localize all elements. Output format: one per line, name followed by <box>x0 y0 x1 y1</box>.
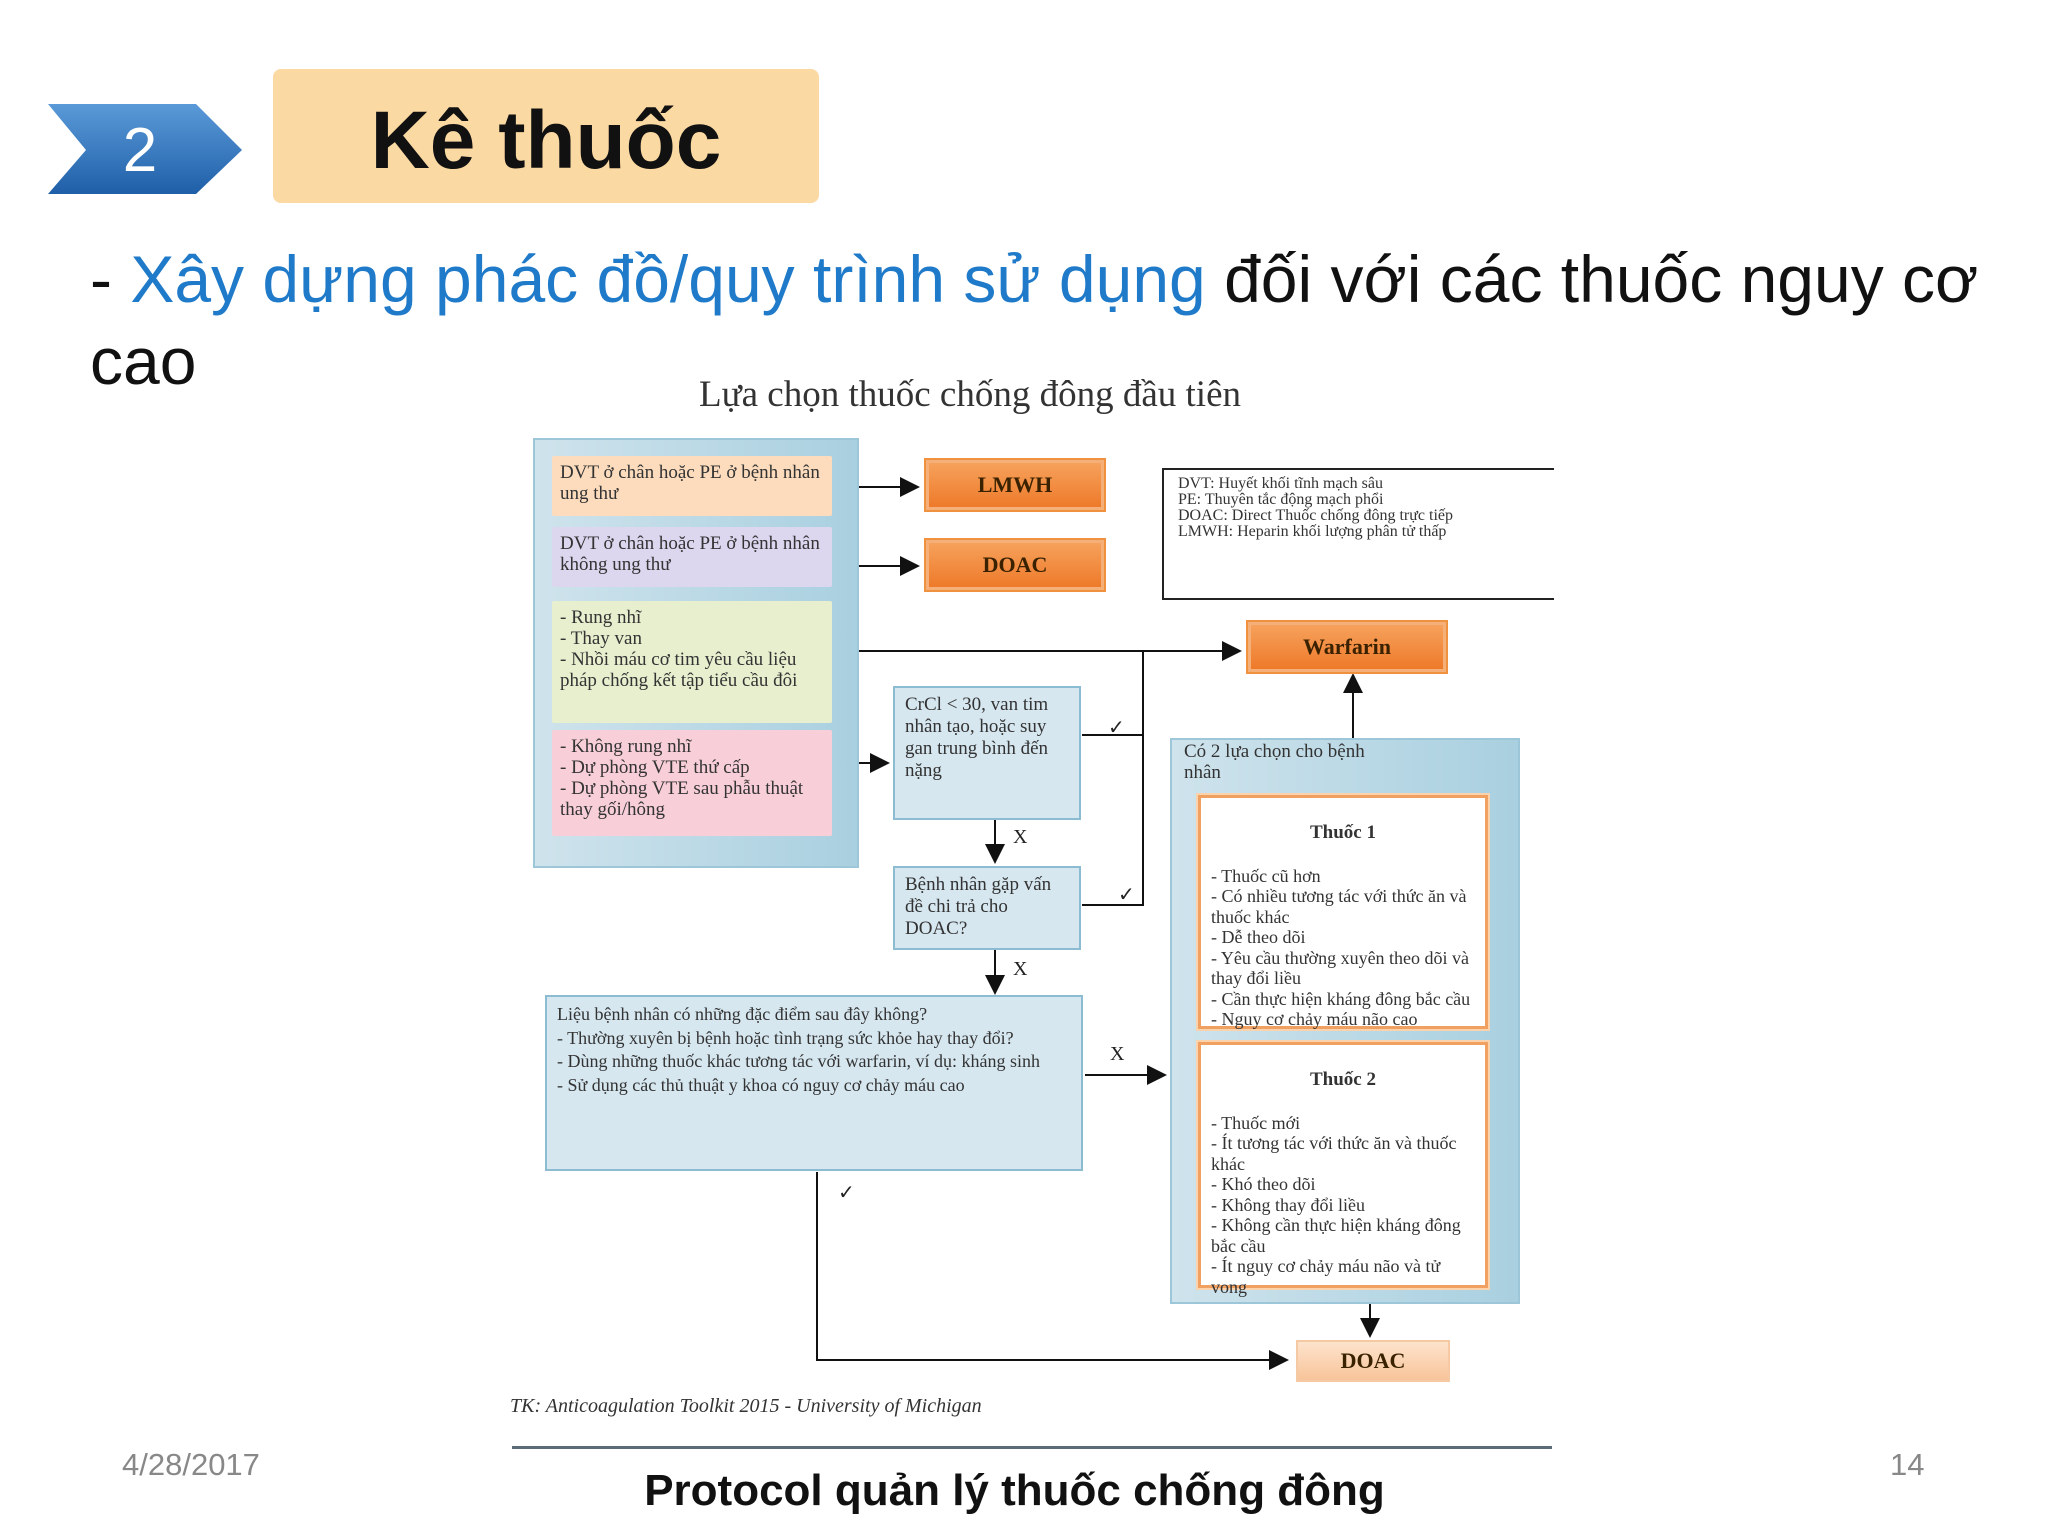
footer-title: Protocol quản lý thuốc chống đông <box>644 1466 1385 1515</box>
drug-2-body: - Thuốc mới - Ít tương tác với thức ăn và thuốc khác - Khó theo dõi - Không thay đổi liều - Không cần thực hiện kháng đông bắc cầu - Ít nguy cơ chảy máu não và tử vong <box>1211 1112 1461 1297</box>
question-crcl: CrCl < 30, van tim nhân tạo, hoặc suy gan trung bình đến nặng <box>893 686 1081 820</box>
bullet-rest: đối với các thuốc nguy cơ cao <box>90 242 1979 398</box>
drug-2-title: Thuốc 2 <box>1310 1068 1376 1090</box>
line-pay-yes <box>1082 735 1143 905</box>
yes-mark-features: ✓ <box>838 1182 855 1204</box>
condition-no-af: - Không rung nhĩ - Dự phòng VTE thứ cấp - Dự phòng VTE sau phẫu thuật thay gối/hông <box>552 730 832 836</box>
no-mark-payment: X <box>1013 958 1028 980</box>
yes-mark-crcl: ✓ <box>1108 717 1125 739</box>
footer-divider <box>512 1446 1552 1449</box>
question-features: Liệu bệnh nhân có những đặc điểm sau đây không? - Thường xuyên bị bệnh hoặc tình trạng sức khỏe hay thay đổi? - Dùng những thuốc khác tương tác với warfarin, ví dụ: kháng sinh - Sử dụng các thủ thuật y khoa có nguy cơ chảy máu cao <box>545 995 1083 1171</box>
slide-title: Kê thuốc <box>370 95 722 186</box>
outcome-lmwh: LMWH <box>926 460 1104 510</box>
question-payment: Bệnh nhân gặp vấn đề chi trả cho DOAC? <box>893 866 1081 950</box>
page-number: 14 <box>1890 1447 1925 1482</box>
condition-cancer: DVT ở chân hoặc PE ở bệnh nhân ung thư <box>552 456 832 516</box>
bullet-prefix: - <box>90 242 131 316</box>
condition-non-cancer: DVT ở chân hoặc PE ở bệnh nhân không ung thư <box>552 527 832 587</box>
no-mark-features: X <box>1110 1043 1125 1065</box>
outcome-warfarin: Warfarin <box>1248 622 1446 672</box>
yes-mark-payment: ✓ <box>1118 884 1135 906</box>
no-mark-crcl: X <box>1013 826 1028 848</box>
abbreviation-legend: DVT: Huyết khối tĩnh mạch sâu PE: Thuyên tắc động mạch phổi DOAC: Direct Thuốc chống đông trực tiếp LMWH: Heparin khối lượng phân tử thấp <box>1162 468 1554 600</box>
drug-1-title: Thuốc 1 <box>1310 821 1376 843</box>
source-citation: TK: Anticoagulation Toolkit 2015 - University of Michigan <box>510 1395 982 1417</box>
drug-1-body: - Thuốc cũ hơn - Có nhiều tương tác với thức ăn và thuốc khác - Dễ theo dõi - Yêu cầu thường xuyên theo dõi và thay đổi liều - Cần thực hiện kháng đông bắc cầu - Nguy cơ chảy máu não cao <box>1211 865 1471 1029</box>
slide-number: 2 <box>122 116 158 185</box>
drug-2-box <box>1198 1042 1488 1297</box>
condition-af-valve: - Rung nhĩ - Thay van - Nhồi máu cơ tim yêu cầu liệu pháp chống kết tập tiểu cầu đôi <box>552 601 832 723</box>
outcome-doac-2: DOAC <box>1296 1340 1450 1382</box>
bullet-highlight: Xây dựng phác đồ/quy trình sử dụng <box>130 242 1206 316</box>
slide-date: 4/28/2017 <box>122 1447 260 1482</box>
choice-header: Có 2 lựa chọn cho bệnh nhân <box>1184 741 1365 783</box>
diagram-title: Lựa chọn thuốc chống đông đầu tiên <box>698 374 1242 415</box>
drug-1-box <box>1198 795 1488 1029</box>
outcome-doac-1: DOAC <box>926 540 1104 590</box>
